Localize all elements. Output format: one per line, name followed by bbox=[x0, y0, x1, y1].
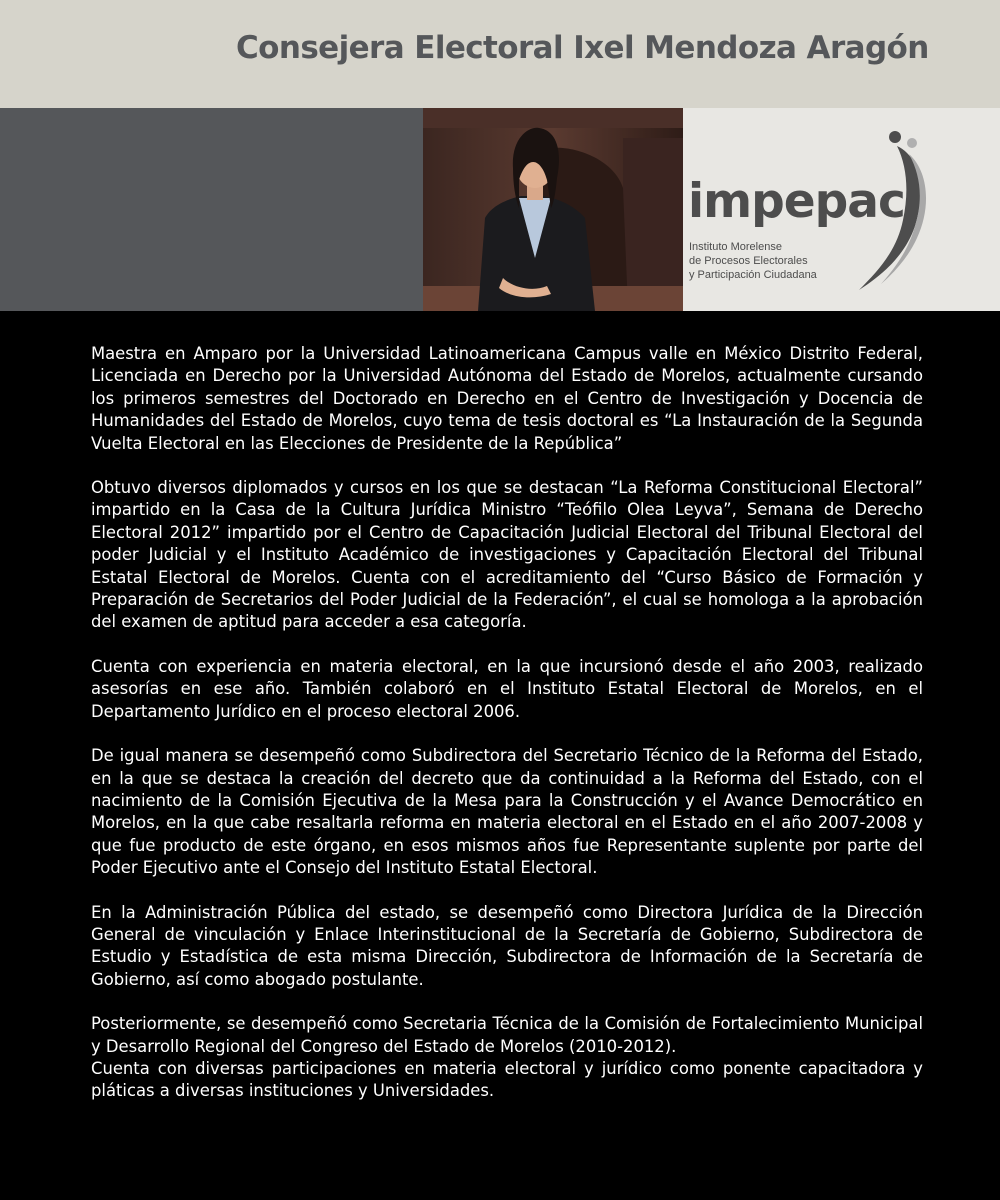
logo-subtitle-line: Instituto Morelense bbox=[689, 241, 782, 253]
bio-paragraph: Cuenta con diversas participaciones en materia electoral y jurídico como ponente capacitadora y pláticas a diversas instituciones y Universidades. bbox=[91, 1058, 923, 1101]
bio-paragraph: Obtuvo diversos diplomados y cursos en los que se destacan “La Reforma Constitucional Electoral” impartido en la Casa de la Cultura Jurídica Ministro “Teófilo Olea Leyva”, Semana de Derecho Electoral 2012” impartido por el Centro de Capacitación Judicial Electoral del Tribunal Electoral del poder Judicial y el Instituto Académico de investigaciones y Capacitación Electoral del Tribunal Estatal Electoral de Morelos. Cuenta con el acreditamiento del “Curso Básico de Formación y Preparación de Secretarios del Poder Judicial de la Federación”, el cual se homologa a la aprobación del examen de aptitud para acceder a esa categoría. bbox=[91, 478, 923, 632]
bio-text bbox=[91, 343, 923, 1103]
logo-wordmark: impepac bbox=[688, 174, 905, 229]
impepac-logo bbox=[683, 108, 1000, 311]
logo-subtitle bbox=[689, 240, 817, 282]
logo-subtitle-line: de Procesos Electorales bbox=[689, 255, 808, 267]
header-bar bbox=[0, 0, 1000, 108]
bio-paragraph: Posteriormente, se desempeñó como Secretaria Técnica de la Comisión de Fortalecimiento Municipal y Desarrollo Regional del Congreso del Estado de Morelos (2010-2012). bbox=[91, 1014, 923, 1056]
bio-paragraph: De igual manera se desempeñó como Subdirectora del Secretario Técnico de la Reforma del Estado, en la que se destaca la creación del decreto que da continuidad a la Reforma del Estado, con el nacimiento de la Comisión Ejecutiva de la Mesa para la Construcción y el Avance Democrático en Morelos, en la que cabe resaltarla reforma en materia electoral en el Estado en el año 2007-2008 y que fue producto de este órgano, en esos mismos años fue Representante suplente por parte del Poder Ejecutivo ante el Consejo del Instituto Estatal Electoral. bbox=[91, 746, 923, 878]
page-title: Consejera Electoral Ixel Mendoza Aragón bbox=[236, 30, 929, 66]
portrait-illustration bbox=[423, 108, 683, 311]
bio-paragraph: Maestra en Amparo por la Universidad Latinoamericana Campus valle en México Distrito Federal, Licenciada en Derecho por la Universidad Autónoma del Estado de Morelos, actualmente cursando los primeros semestres del Doctorado en Derecho en el Centro de Investigación y Docencia de Humanidades del Estado de Morelos, cuyo tema de tesis doctoral es “La Instauración de la Segunda Vuelta Electoral en las Elecciones de Presidente de la República” bbox=[91, 344, 923, 453]
logo-subtitle-line: y Participación Ciudadana bbox=[689, 269, 817, 281]
banner-arrow-shape bbox=[0, 108, 440, 311]
bio-paragraph: En la Administración Pública del estado, se desempeñó como Directora Jurídica de la Dirección General de vinculación y Enlace Interinstitucional de la Secretaría de Gobierno, Subdirectora de Estudio y Estadística de esta misma Dirección, Subdirectora de Información de la Secretaría de Gobierno, así como abogado postulante. bbox=[91, 902, 923, 989]
bio-paragraph: Cuenta con experiencia en materia electoral, en la que incursionó desde el año 2003, realizado asesorías en ese año. También colaboró en el Instituto Estatal Electoral de Morelos, en el Departamento Jurídico en el proceso electoral 2006. bbox=[91, 656, 923, 721]
banner bbox=[0, 108, 1000, 311]
portrait-photo bbox=[423, 108, 683, 311]
